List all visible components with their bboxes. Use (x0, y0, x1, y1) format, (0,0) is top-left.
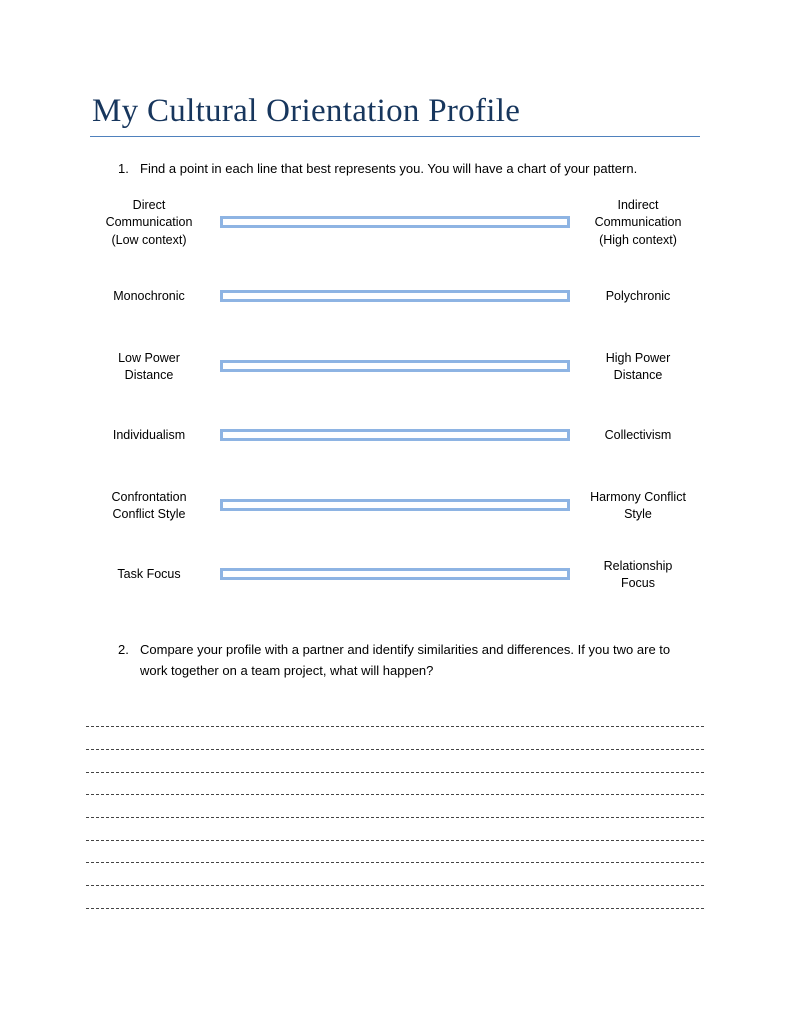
scale-row-individualism (0, 406, 791, 466)
answer-line[interactable] (86, 794, 704, 795)
scale-right-label: Relationship Focus (603, 558, 673, 590)
scale-left-label: Low Power Distance (118, 350, 180, 382)
scale-row-focus (0, 545, 791, 605)
scale-right-label: Collectivism (604, 428, 672, 443)
scale-right-label: High Power Distance (605, 350, 671, 382)
scale-right-label: Polychronic (605, 289, 671, 304)
scale-row-communication (0, 193, 791, 253)
scale-slider-focus[interactable] (220, 568, 570, 580)
scale-row-power-distance (0, 337, 791, 397)
answer-line[interactable] (86, 908, 704, 909)
question-1-text: Find a point in each line that best represents you. You will have a chart of your pattern. (140, 161, 638, 176)
scale-left-label: Confrontation Conflict Style (111, 489, 187, 521)
scale-left-label: Individualism (112, 428, 186, 443)
answer-line[interactable] (86, 726, 704, 727)
scale-left-label: Monochronic (113, 289, 185, 304)
question-1-number: 1. (118, 161, 129, 176)
scale-row-conflict-style (0, 476, 791, 536)
scale-slider-communication[interactable] (220, 216, 570, 228)
scale-right-label: Harmony Conflict Style (590, 489, 686, 521)
scale-slider-power-distance[interactable] (220, 360, 570, 372)
scale-left-label: Direct Communication (Low context) (105, 197, 193, 247)
answer-line[interactable] (86, 862, 704, 863)
question-2-number: 2. (118, 642, 129, 657)
scale-slider-individualism[interactable] (220, 429, 570, 441)
title-underline (90, 136, 700, 137)
answer-line[interactable] (86, 885, 704, 886)
answer-line[interactable] (86, 749, 704, 750)
answer-line[interactable] (86, 772, 704, 773)
page-title: My Cultural Orientation Profile (92, 93, 521, 129)
scale-slider-conflict-style[interactable] (220, 499, 570, 511)
answer-line[interactable] (86, 840, 704, 841)
scale-slider-time[interactable] (220, 290, 570, 302)
scale-row-time (0, 267, 791, 327)
scale-left-label: Task Focus (117, 567, 181, 582)
question-2-text: Compare your profile with a partner and identify similarities and differences. If you two are to work together on a team project, what will happen? (140, 642, 671, 678)
scale-right-label: Indirect Communication (High context) (594, 197, 682, 247)
answer-line[interactable] (86, 817, 704, 818)
